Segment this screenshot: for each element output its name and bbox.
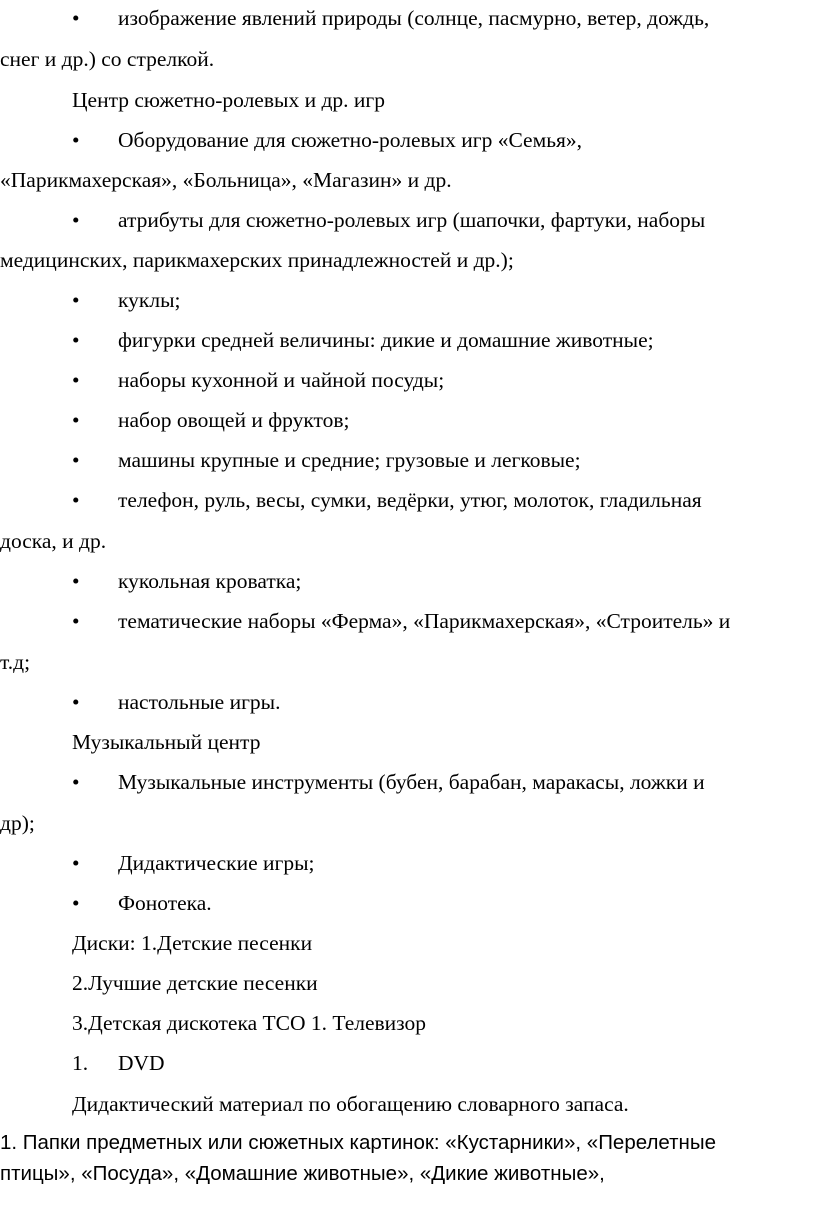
bullet-marker: • [72,6,80,30]
bullet-marker: • [72,891,80,915]
bullet-marker: • [72,690,80,714]
paragraph: 3.Детская дискотека ТСО 1. Телевизор [72,1011,427,1035]
list-item: наборы кухонной и чайной посуды; [118,368,445,392]
bullet-marker: • [72,488,80,512]
list-item: изображение явлений природы (солнце, пасмурно, ветер, дождь, [118,6,710,30]
list-item: телефон, руль, весы, сумки, ведёрки, утюг, молоток, гладильная [118,488,702,512]
bullet-marker: • [72,408,80,432]
bullet-marker: • [72,128,80,152]
paragraph: 2.Лучшие детские песенки [72,971,318,995]
bullet-marker: • [72,288,80,312]
bullet-marker: • [72,208,80,232]
numbered-item: DVD [118,1051,165,1075]
section-heading: Центр сюжетно-ролевых и др. игр [72,88,385,112]
paragraph: Диски: 1.Детские песенки [72,931,313,955]
bullet-marker: • [72,609,80,633]
list-item: тематические наборы «Ферма», «Парикмахерская», «Строитель» и [118,609,731,633]
bullet-marker: • [72,328,80,352]
list-item: Дидактические игры; [118,851,315,875]
list-item: Музыкальные инструменты (бубен, барабан, маракасы, ложки и [118,770,705,794]
list-item: атрибуты для сюжетно-ролевых игр (шапочки, фартуки, наборы [118,208,706,232]
list-item: Фонотека. [118,891,212,915]
list-item-continuation: медицинских, парикмахерских принадлежностей и др.); [0,248,514,272]
bullet-marker: • [72,448,80,472]
list-item: Оборудование для сюжетно-ролевых игр «Семья», [118,128,583,152]
paragraph: 1. Папки предметных или сюжетных картинок: «Кустарники», «Перелетные [0,1131,716,1154]
list-item: настольные игры. [118,690,281,714]
paragraph: Дидактический материал по обогащению словарного запаса. [72,1092,629,1116]
list-item-continuation: др); [0,811,35,835]
list-item: кукольная кроватка; [118,569,302,593]
bullet-marker: • [72,569,80,593]
section-heading: Музыкальный центр [72,730,261,754]
list-item-continuation: доска, и др. [0,529,107,553]
bullet-marker: • [72,851,80,875]
paragraph: птицы», «Посуда», «Домашние животные», «Дикие животные», [0,1162,605,1185]
list-item-continuation: «Парикмахерская», «Больница», «Магазин» и др. [0,168,452,192]
numbered-marker: 1. [72,1051,89,1075]
list-item: куклы; [118,288,181,312]
list-item: машины крупные и средние; грузовые и легковые; [118,448,581,472]
list-item: набор овощей и фруктов; [118,408,350,432]
list-item-continuation: снег и др.) со стрелкой. [0,47,215,71]
list-item: фигурки средней величины: дикие и домашние животные; [118,328,654,352]
list-item-continuation: т.д; [0,650,31,674]
bullet-marker: • [72,368,80,392]
bullet-marker: • [72,770,80,794]
